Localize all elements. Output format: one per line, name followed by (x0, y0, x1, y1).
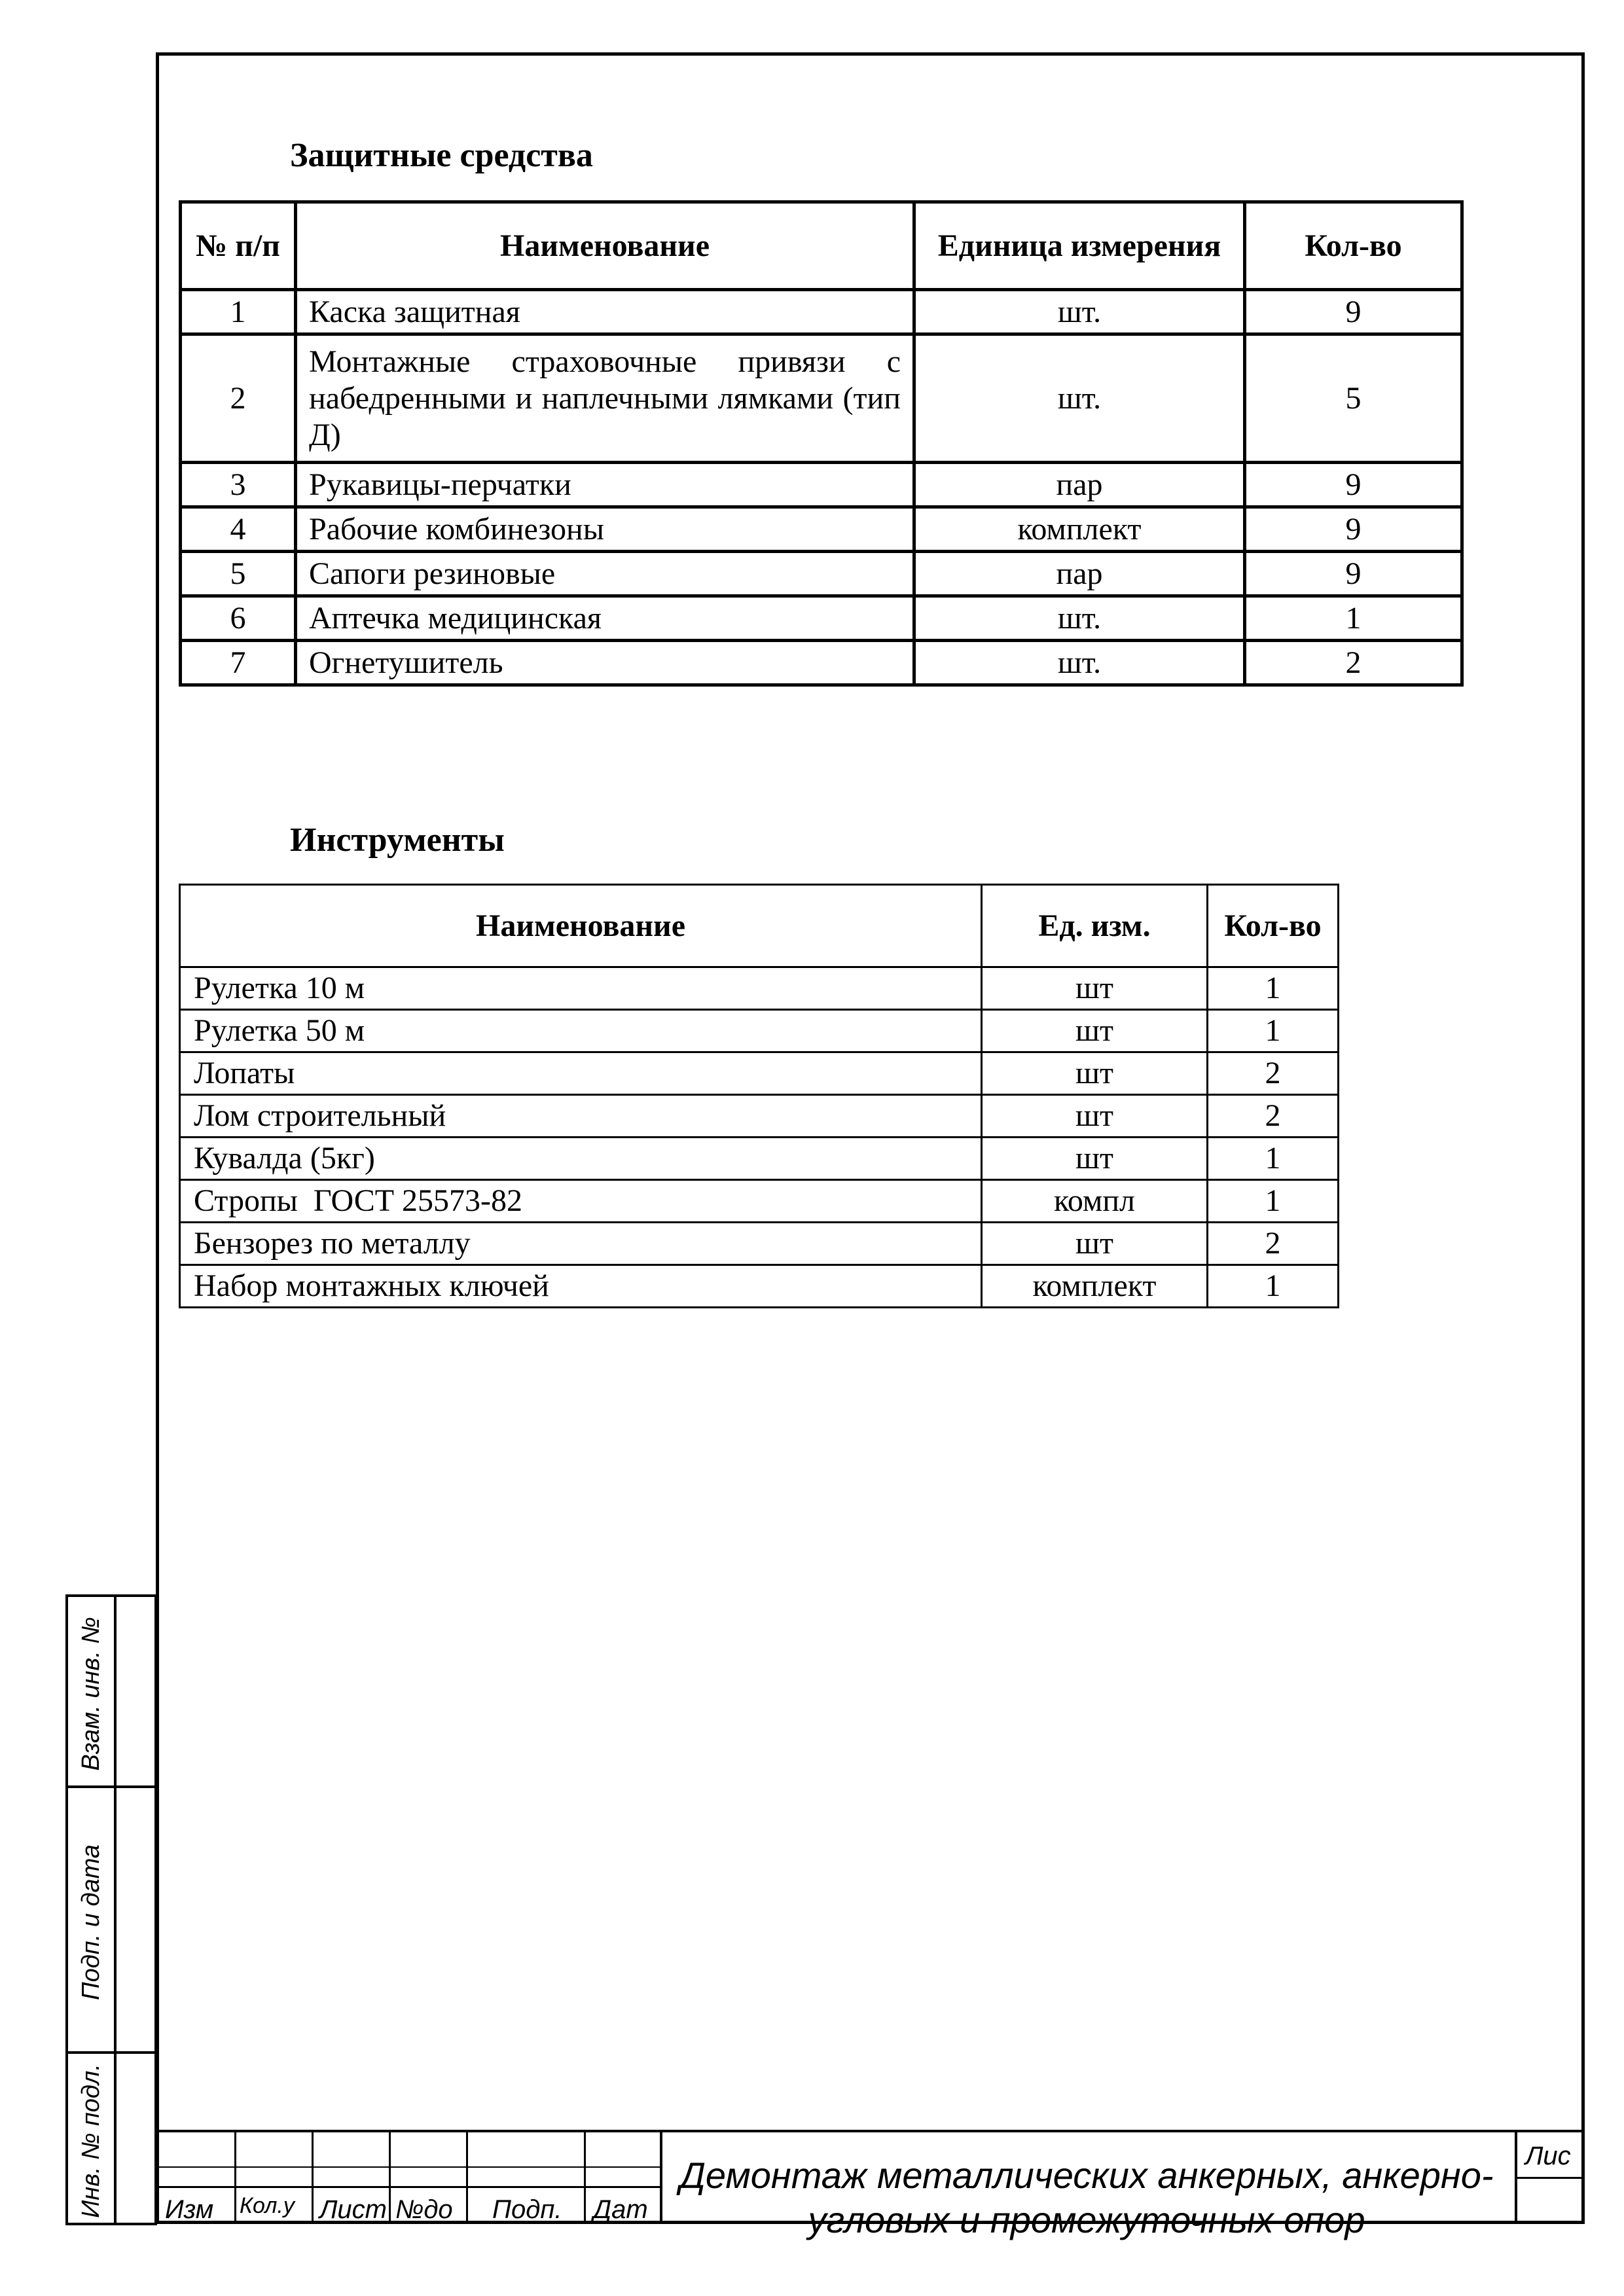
row-name: Бензорез по металлу (180, 1223, 982, 1265)
header-name: Наименование (180, 885, 982, 967)
header-name: Наименование (296, 202, 914, 290)
protective-title: Защитные средства (290, 137, 593, 174)
row-name: Каска защитная (296, 290, 914, 334)
row-qty: 9 (1245, 507, 1462, 552)
sheet-label: Лис (1525, 2142, 1571, 2170)
row-unit: пар (914, 463, 1245, 507)
title-block-top-line (156, 2130, 1585, 2132)
row-unit: шт (982, 1010, 1208, 1052)
col-label-change: Изм (165, 2195, 214, 2224)
table-row (180, 1265, 1339, 1308)
stamp-inv-orig-label: Инв. № подл. (77, 2064, 105, 2218)
stamp-inv-orig (65, 2051, 157, 2225)
table-row (180, 1138, 1339, 1180)
row-unit: шт (982, 1095, 1208, 1138)
header-qty: Кол-во (1245, 202, 1462, 290)
header-unit: Ед. изм. (982, 885, 1208, 967)
stamp-inv-replace-label: Взам. инв. № (77, 1617, 105, 1771)
row-qty: 1 (1245, 596, 1462, 641)
row-qty: 2 (1245, 641, 1462, 685)
row-name: Кувалда (5кг) (180, 1138, 982, 1180)
row-unit: пар (914, 552, 1245, 596)
row-unit: шт. (914, 334, 1245, 463)
row-unit: шт (982, 967, 1208, 1010)
title-block-col-line (389, 2130, 391, 2224)
col-label-sign: Подп. (492, 2195, 562, 2224)
row-num: 6 (181, 596, 296, 641)
table-row (180, 967, 1339, 1010)
row-name: Стропы ГОСТ 25573-82 (180, 1180, 982, 1223)
tools-title: Инструменты (290, 821, 505, 859)
row-unit: шт (982, 1223, 1208, 1265)
table-row (180, 1095, 1339, 1138)
title-block-col-line (584, 2130, 586, 2224)
row-unit: шт. (914, 596, 1245, 641)
table-header-row (180, 885, 1339, 967)
col-label-date: Дат (593, 2195, 648, 2224)
col-label-doc: №до (395, 2195, 453, 2224)
table-row (181, 463, 1462, 507)
table-row (181, 552, 1462, 596)
row-unit: шт. (914, 290, 1245, 334)
table-header-row (181, 202, 1462, 290)
row-qty: 1 (1208, 1265, 1339, 1308)
row-num: 1 (181, 290, 296, 334)
row-num: 5 (181, 552, 296, 596)
col-label-count: Кол.у (240, 2193, 295, 2218)
row-qty: 1 (1208, 1180, 1339, 1223)
table-row (180, 1223, 1339, 1265)
table-row (181, 290, 1462, 334)
row-name: Рабочие комбинезоны (296, 507, 914, 552)
stamp-inv-replace (65, 1594, 157, 1788)
table-row (180, 1052, 1339, 1095)
stamp-label-cell (68, 1788, 117, 2051)
row-name: Набор монтажных ключей (180, 1265, 982, 1308)
row-qty: 9 (1245, 290, 1462, 334)
header-qty: Кол-во (1208, 885, 1339, 967)
row-qty: 2 (1208, 1052, 1339, 1095)
row-qty: 1 (1208, 1010, 1339, 1052)
table-row (181, 596, 1462, 641)
table-row (180, 1010, 1339, 1052)
row-qty: 2 (1208, 1223, 1339, 1265)
header-unit: Единица измерения (914, 202, 1245, 290)
row-qty: 9 (1245, 463, 1462, 507)
table-row (181, 507, 1462, 552)
title-block-row-line (1515, 2177, 1585, 2179)
row-name: Рукавицы-перчатки (296, 463, 914, 507)
col-label-sheet: Лист (319, 2195, 387, 2224)
row-num: 7 (181, 641, 296, 685)
row-num: 3 (181, 463, 296, 507)
document-title: Демонтаж металлических анкерных, анкерно-угловых и промежуточных опор (679, 2155, 1494, 2240)
header-num: № п/п (181, 202, 296, 290)
row-unit: шт (982, 1138, 1208, 1180)
table-row (180, 1180, 1339, 1223)
row-name: Рулетка 50 м (180, 1010, 982, 1052)
stamp-sign-date (65, 1785, 157, 2054)
row-name: Монтажные страховочные привязи с набедренными и наплечными лямками (тип Д) (296, 334, 914, 463)
row-name: Сапоги резиновые (296, 552, 914, 596)
protective-table (179, 200, 1464, 687)
tools-table (179, 884, 1339, 1308)
row-num: 4 (181, 507, 296, 552)
row-num: 2 (181, 334, 296, 463)
table-row (181, 641, 1462, 685)
row-qty: 9 (1245, 552, 1462, 596)
title-block-col-line (234, 2130, 236, 2224)
row-qty: 1 (1208, 967, 1339, 1010)
row-name: Лопаты (180, 1052, 982, 1095)
row-qty: 5 (1245, 334, 1462, 463)
stamp-label-cell (68, 1597, 117, 1785)
row-unit: комплект (982, 1265, 1208, 1308)
title-block-col-line (466, 2130, 468, 2224)
row-unit: компл (982, 1180, 1208, 1223)
stamp-label-cell (68, 2054, 117, 2223)
row-unit: шт (982, 1052, 1208, 1095)
row-name: Аптечка медицинская (296, 596, 914, 641)
row-unit: шт. (914, 641, 1245, 685)
row-unit: комплект (914, 507, 1245, 552)
row-name: Лом строительный (180, 1095, 982, 1138)
row-name: Рулетка 10 м (180, 967, 982, 1010)
row-qty: 1 (1208, 1138, 1339, 1180)
row-name: Огнетушитель (296, 641, 914, 685)
table-row (181, 334, 1462, 463)
stamp-sign-date-label: Подп. и дата (77, 1844, 105, 2000)
title-block-col-line (312, 2130, 314, 2224)
row-qty: 2 (1208, 1095, 1339, 1138)
